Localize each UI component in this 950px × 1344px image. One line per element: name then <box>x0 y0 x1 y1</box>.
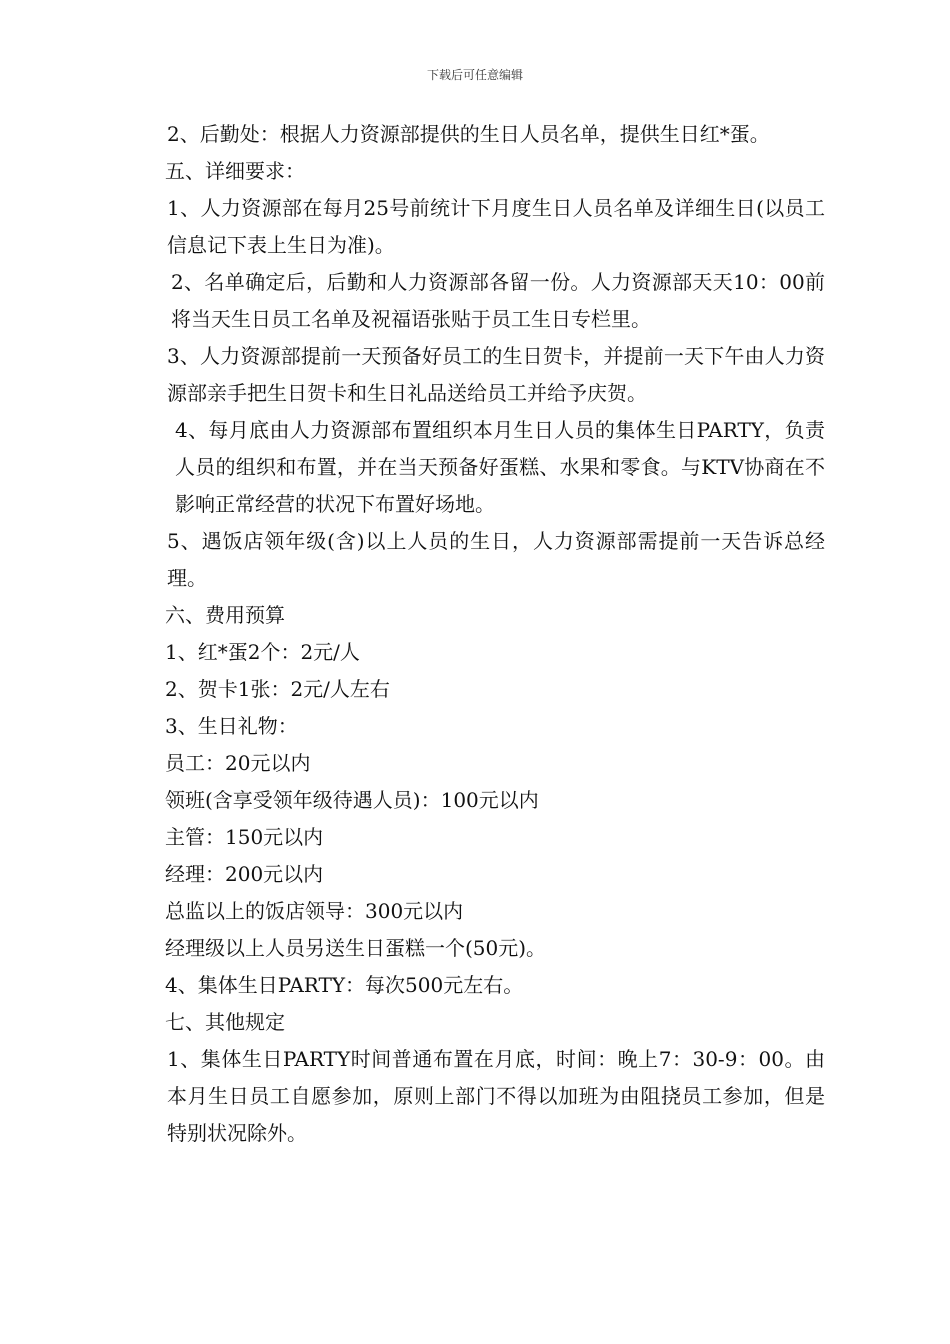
paragraph-req-5: 5、遇饭店领年级(含)以上人员的生日，人力资源部需提前一天告诉总经理。 <box>167 529 825 590</box>
gift-employee: 员工：20元以内 <box>165 751 311 775</box>
budget-item-2: 2、贺卡1张：2元/人左右 <box>165 677 390 701</box>
paragraph-logistics: 2、后勤处：根据人力资源部提供的生日人员名单，提供生日红*蛋。 <box>167 122 770 146</box>
page-header: 下载后可任意编辑 <box>426 68 523 82</box>
gift-manager: 经理：200元以内 <box>165 862 324 886</box>
paragraph-req-1: 1、人力资源部在每月25号前统计下月度生日人员名单及详细生日(以员工信息记下表上生日为准)。 <box>167 196 825 257</box>
budget-item-4: 4、集体生日PARTY：每次500元左右。 <box>165 973 524 997</box>
budget-item-1: 1、红*蛋2个：2元/人 <box>165 640 360 664</box>
paragraph-other-1: 1、集体生日PARTY时间普通布置在月底，时间：晚上7：30-9：00。由本月生日员工自愿参加，原则上部门不得以加班为由阻挠员工参加，但是特别状况除外。 <box>167 1047 825 1145</box>
document-body <box>145 116 825 1152</box>
gift-cake: 经理级以上人员另送生日蛋糕一个(50元)。 <box>165 936 547 960</box>
paragraph-req-2: 2、名单确定后，后勤和人力资源部各留一份。人力资源部天天10：00前将当天生日员工名单及祝福语张贴于员工生日专栏里。 <box>171 270 825 331</box>
gift-director: 总监以上的饭店领导：300元以内 <box>165 899 464 923</box>
gift-foreman: 领班(含享受领年级待遇人员)：100元以内 <box>165 788 539 812</box>
section-heading-5: 五、详细要求： <box>165 159 305 183</box>
paragraph-req-4: 4、每月底由人力资源部布置组织本月生日人员的集体生日PARTY，负责人员的组织和布置，并在当天预备好蛋糕、水果和零食。与KTV协商在不影响正常经营的状况下布置好场地。 <box>175 418 825 516</box>
section-heading-7: 七、其他规定 <box>165 1010 285 1034</box>
paragraph-req-3: 3、人力资源部提前一天预备好员工的生日贺卡，并提前一天下午由人力资源部亲手把生日贺卡和生日礼品送给员工并给予庆贺。 <box>167 344 825 405</box>
gift-supervisor: 主管：150元以内 <box>165 825 324 849</box>
budget-item-3: 3、生日礼物： <box>165 714 298 738</box>
section-heading-6: 六、费用预算 <box>165 603 285 627</box>
